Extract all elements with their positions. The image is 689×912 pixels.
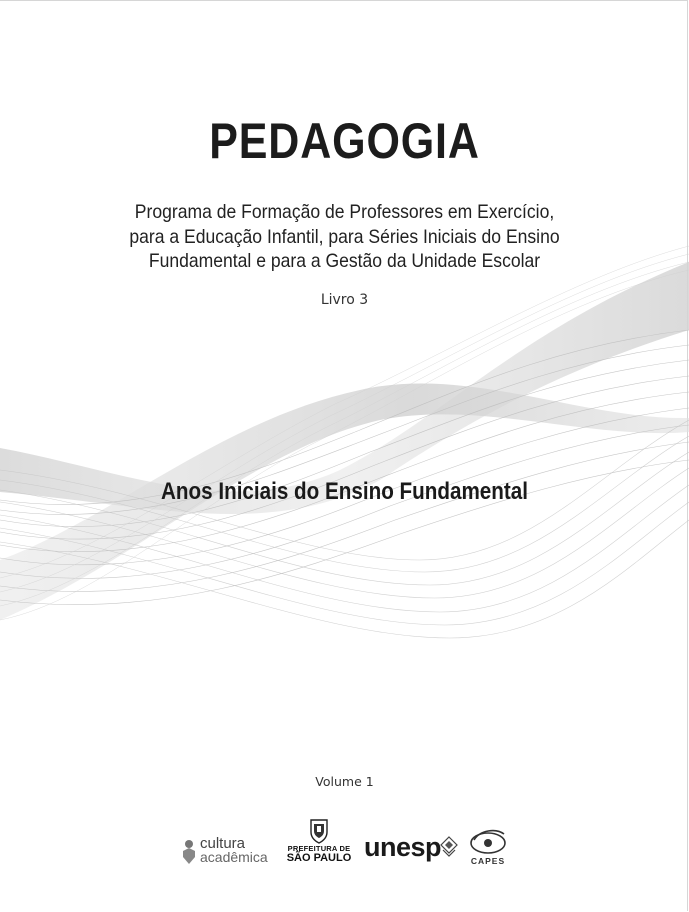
academica-text: acadêmica [200,849,268,865]
city-crest-icon [308,818,330,844]
unesp-diamond-icon [440,836,458,858]
capes-text: CAPES [470,856,506,866]
publisher-logos [0,818,689,878]
capes-logo [466,826,510,872]
prefeitura-sao-paulo-logo [284,818,354,868]
subtitle-line: Programa de Formação de Professores em Exercício, [134,201,555,223]
cultura-text: cultura [200,835,246,852]
subtitle-line: para a Educação Infantil, para Séries Iniciais do Ensino [129,225,560,248]
cultura-academica-icon [182,839,196,865]
sao-paulo-text: SÃO PAULO [286,852,352,864]
prefeitura-text: PREFEITURA DE [287,844,351,853]
volume-label: Volume 1 [315,774,374,789]
cover-title: PEDAGOGIA [209,113,480,169]
section-title: Anos Iniciais do Ensino Fundamental [161,478,528,505]
capes-swoosh-icon [468,826,508,856]
book-number: Livro 3 [320,292,369,308]
unesp-text: unesp [364,832,442,862]
cover-subtitle [34,200,654,274]
cultura-academica-logo [182,836,272,868]
subtitle-line: Fundamental e para a Gestão da Unidade Escolar [148,250,541,272]
unesp-logo [364,830,460,870]
